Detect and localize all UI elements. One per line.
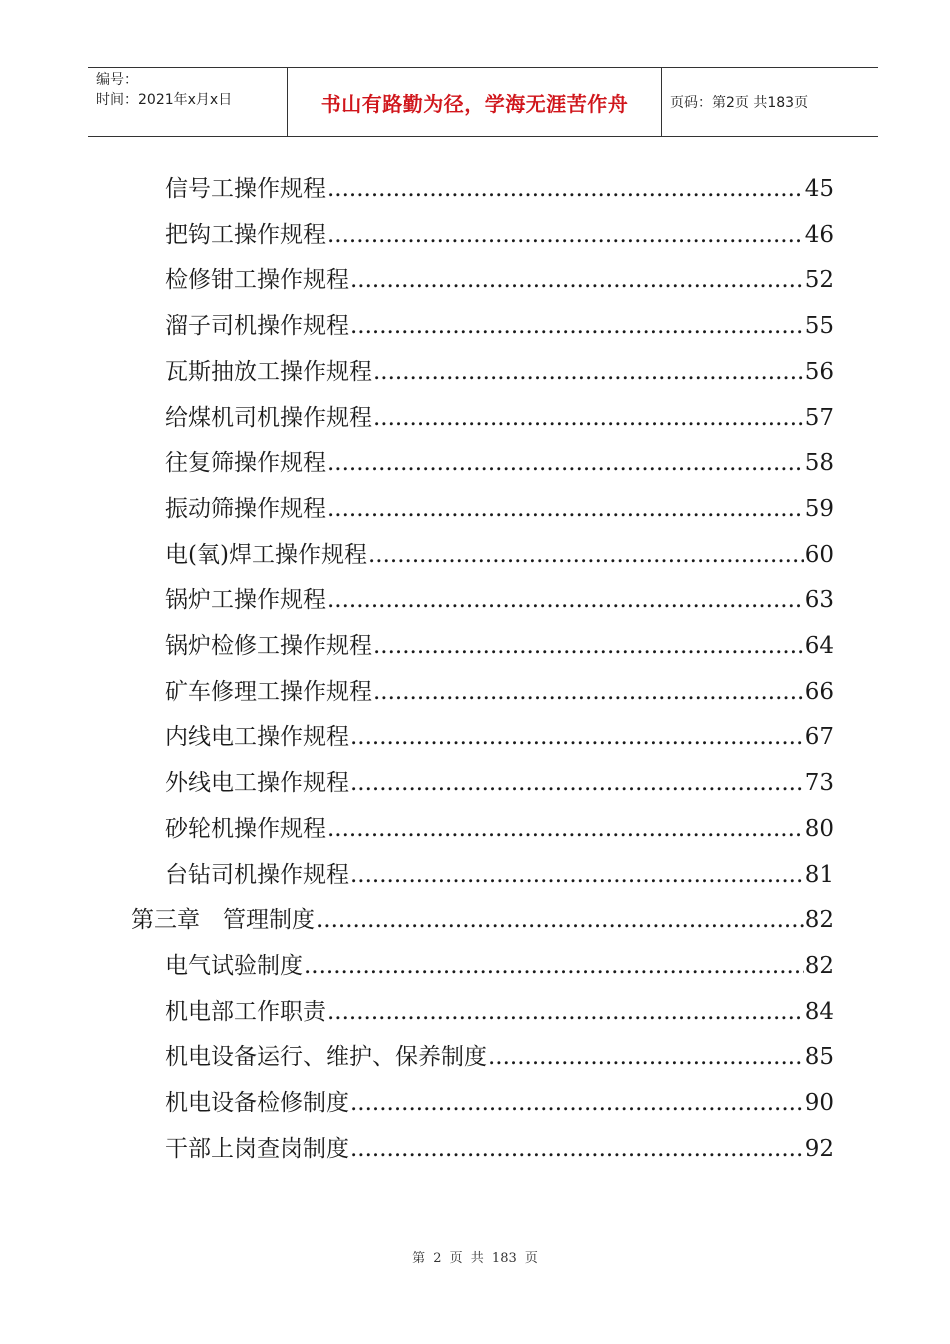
toc-entry-title: 锅炉检修工操作规程 [165, 633, 372, 659]
page-footer: 第 2 页 共 183 页 [412, 1251, 538, 1266]
toc-entry[interactable] [165, 1084, 834, 1118]
toc-entry[interactable] [165, 444, 834, 478]
toc-entry-title: 第三章 管理制度 [131, 907, 315, 934]
toc-entry-title: 溜子司机操作规程 [165, 313, 349, 340]
toc-dot-leader [327, 814, 804, 844]
toc-entry-page: 52 [804, 267, 834, 294]
toc-entry-title: 台钻司机操作规程 [165, 861, 349, 888]
toc-entry[interactable] [165, 170, 834, 204]
toc-dot-leader [350, 1134, 804, 1164]
toc-entry-page: 60 [804, 541, 834, 568]
toc-entry-title: 检修钳工操作规程 [165, 267, 349, 294]
toc-dot-leader [350, 860, 804, 890]
toc-entry[interactable] [165, 353, 834, 387]
toc-entry-page: 56 [804, 358, 834, 385]
toc-entry-page: 84 [804, 998, 834, 1025]
toc-entry-page: 73 [804, 770, 834, 797]
header-meta [88, 68, 288, 136]
toc-entry[interactable] [165, 1130, 834, 1164]
toc-entry-title: 振动筛操作规程 [165, 495, 326, 522]
toc-entry[interactable] [165, 1038, 834, 1072]
toc-entry-page: 45 [804, 176, 834, 202]
toc-entry-page: 81 [804, 861, 834, 888]
toc-dot-leader [327, 448, 804, 478]
toc-entry-title: 电气试验制度 [165, 952, 303, 979]
toc-entry-page: 82 [804, 952, 834, 979]
toc-entry-page: 66 [804, 678, 834, 705]
toc-dot-leader [304, 951, 804, 981]
toc-dot-leader [368, 540, 804, 570]
toc-entry-page: 46 [804, 221, 834, 248]
toc-dot-leader [350, 311, 804, 341]
toc-dot-leader [373, 631, 804, 661]
toc-entry[interactable] [165, 764, 834, 798]
toc-dot-leader [327, 174, 804, 204]
toc-entry-page: 63 [804, 587, 834, 614]
toc-entry-page: 90 [804, 1090, 834, 1116]
toc-entry-title: 矿车修理工操作规程 [165, 678, 372, 705]
header-page-info: 页码：第2页 共183页 [670, 95, 809, 111]
toc-entry-title: 干部上岗查岗制度 [165, 1135, 349, 1162]
toc-dot-leader [327, 494, 804, 524]
toc-entry[interactable] [165, 261, 834, 295]
toc-entry-title: 砂轮机操作规程 [165, 815, 326, 842]
toc-dot-leader [373, 677, 804, 707]
page-header [88, 67, 878, 137]
toc-dot-leader [350, 722, 804, 752]
toc-entry-page: 55 [804, 313, 834, 340]
toc-dot-leader [327, 220, 804, 250]
toc-entry[interactable] [131, 901, 834, 935]
toc-dot-leader [373, 357, 804, 387]
toc-entry[interactable] [165, 490, 834, 524]
toc-entry[interactable] [165, 993, 834, 1027]
toc-entry[interactable] [165, 627, 834, 661]
toc-entry[interactable] [165, 536, 834, 570]
toc-entry[interactable] [165, 810, 834, 844]
toc-entry-title: 给煤机司机操作规程 [165, 404, 372, 431]
toc-entry-title: 内线电工操作规程 [165, 724, 349, 751]
toc-entry-page: 85 [804, 1044, 834, 1071]
toc-entry[interactable] [165, 307, 834, 341]
toc-entry-title: 把钩工操作规程 [165, 221, 326, 248]
toc-entry-title: 信号工操作规程 [165, 176, 326, 202]
toc-entry[interactable] [165, 856, 834, 890]
toc-entry-title: 瓦斯抽放工操作规程 [165, 358, 372, 385]
toc-entry-page: 92 [804, 1135, 834, 1162]
toc-dot-leader [350, 265, 804, 295]
toc-dot-leader [316, 905, 804, 935]
toc-entry-title: 机电设备运行、维护、保养制度 [165, 1044, 487, 1071]
toc-dot-leader [373, 403, 804, 433]
toc-entry-page: 82 [804, 907, 834, 934]
toc-dot-leader [327, 585, 804, 615]
toc-entry-page: 64 [804, 633, 834, 659]
toc-entry-title: 机电部工作职责 [165, 998, 326, 1025]
toc-dot-leader [488, 1042, 804, 1072]
toc-entry-page: 67 [804, 724, 834, 751]
toc-entry-page: 58 [804, 450, 834, 477]
toc-entry-page: 80 [804, 815, 834, 842]
toc-entry[interactable] [165, 216, 834, 250]
toc-entry-title: 往复筛操作规程 [165, 450, 326, 477]
toc-dot-leader [350, 1088, 804, 1118]
toc-entry[interactable] [165, 673, 834, 707]
header-code: 编号： [96, 72, 138, 88]
toc-dot-leader [350, 768, 804, 798]
toc-entry-page: 59 [804, 495, 834, 522]
toc-entry-title: 锅炉工操作规程 [165, 587, 326, 614]
toc-dot-leader [327, 997, 804, 1027]
header-motto: 书山有路勤为径，学海无涯苦作舟 [288, 68, 662, 136]
toc-entry-title: 机电设备检修制度 [165, 1090, 349, 1116]
header-time: 时间：2021年x月x日 [96, 92, 233, 108]
toc-entry-title: 外线电工操作规程 [165, 770, 349, 797]
toc-entry[interactable] [165, 581, 834, 615]
toc-entry-page: 57 [804, 404, 834, 431]
toc-entry[interactable] [165, 399, 834, 433]
toc-entry-title: 电(氧)焊工操作规程 [165, 541, 367, 568]
toc-entry[interactable] [165, 718, 834, 752]
toc-entry[interactable] [165, 947, 834, 981]
